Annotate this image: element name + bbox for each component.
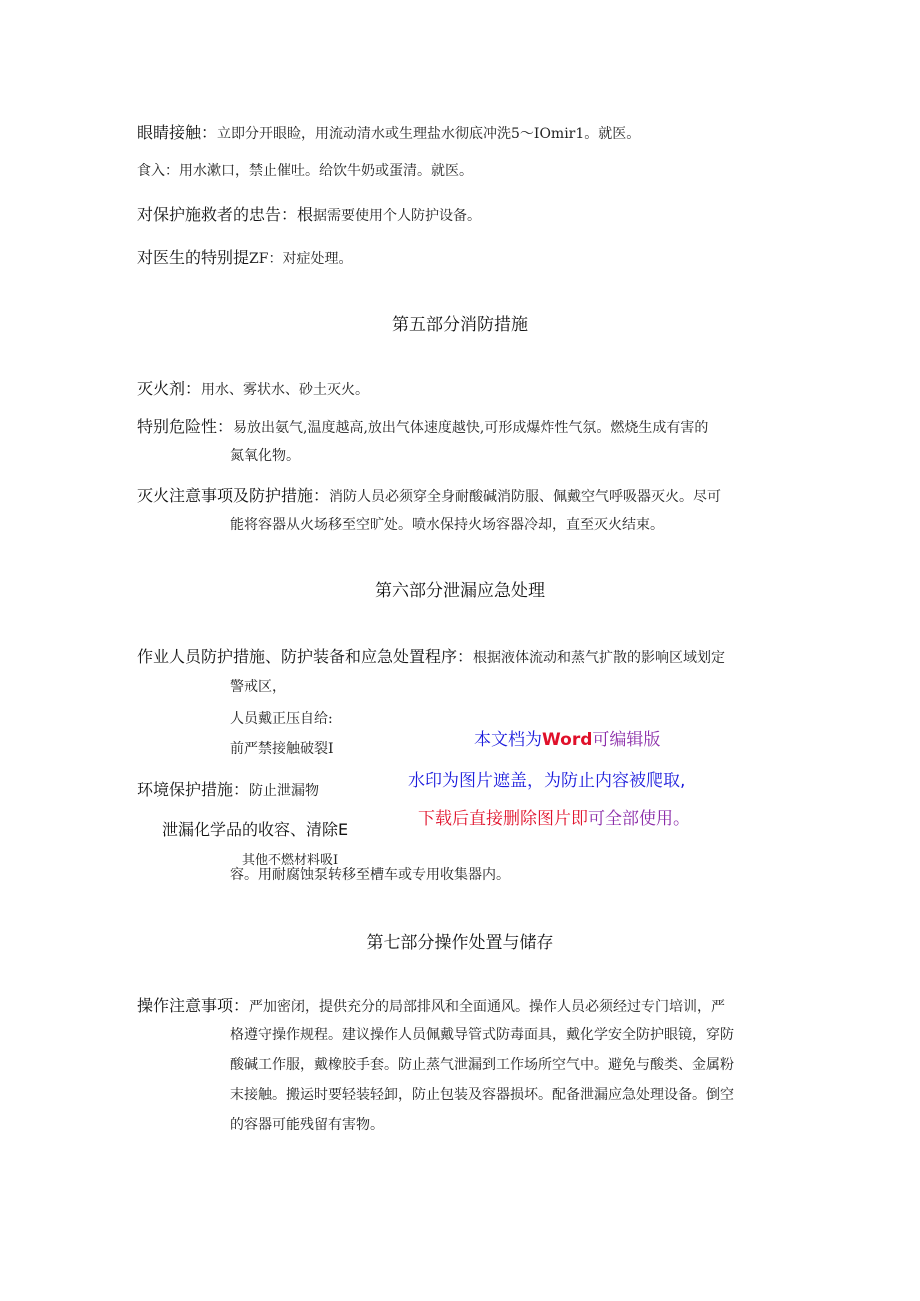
environmental-protection-text: 防止泄漏物 [249, 783, 320, 799]
doctor-note-label: 对医生的特别提 [137, 248, 250, 267]
eye-contact-label: 眼睛接触： [137, 123, 218, 142]
special-hazard-text-line1: 易放出氨气,温度越高,放出气体速度越快,可形成爆炸性气氛。燃烧生成有害的 [233, 420, 709, 436]
watermark-line3 [418, 804, 690, 829]
extinguishing-agent-row [137, 376, 369, 399]
section5-title: 第五部分消防措施 [392, 315, 528, 335]
handling-precautions-text-line5: 的容器可能残留有害物。 [230, 1117, 384, 1133]
handling-precautions-text-line3: 酸碱工作服，戴橡胶手套。防止蒸气泄漏到工作场所空气中。避免与酸类、金属粉 [230, 1057, 734, 1073]
eye-contact-row [137, 120, 640, 143]
personnel-protection-label: 作业人员防护措施、防护装备和应急处置程序： [137, 647, 474, 666]
watermark-line3-a: 下载后直接删除图片即 [418, 809, 588, 829]
doctor-note-text: ZF：对症处理。 [249, 251, 353, 267]
personnel-protection-text-line3: 人员戴正压自给: [230, 711, 333, 727]
extinguishing-agent-text: 用水、雾状水、砂土灭火。 [201, 382, 370, 398]
watermark-word: Word [542, 730, 593, 750]
handling-precautions-row [137, 993, 725, 1016]
extinguishing-agent-label: 灭火剂： [137, 379, 202, 398]
watermark-line1 [474, 725, 660, 750]
rescuer-advice-row [137, 202, 481, 225]
special-hazard-row [137, 414, 708, 437]
environmental-protection-label: 环境保护措施： [137, 780, 250, 799]
rescuer-advice-text: 据需要使用个人防护设备。 [313, 208, 482, 224]
personnel-protection-text-line4: 前严禁接触破裂I [230, 741, 334, 757]
watermark-line2: 水印为图片遮盖，为防止内容被爬取, [408, 771, 686, 791]
ingestion-text: 食入：用水漱口，禁止催吐。给饮牛奶或蛋清。就医。 [137, 163, 473, 179]
firefighting-precaution-text-line1: 消防人员必须穿全身耐酸碱消防服、佩戴空气呼吸器灭火。尽可 [329, 489, 722, 505]
section6-title: 第六部分泄漏应急处理 [375, 581, 545, 601]
special-hazard-text-line2: 氮氧化物。 [230, 448, 300, 464]
watermark-line3-b: 可全部使用。 [588, 809, 690, 829]
handling-precautions-text-line2: 格遵守操作规程。建议操作人员佩戴导管式防毒面具，戴化学安全防护眼镜，穿防 [230, 1027, 734, 1043]
rescuer-advice-label: 对保护施救者的忠告：根 [137, 205, 314, 224]
personnel-protection-row [137, 644, 725, 667]
watermark-line1-a: 本文档为 [474, 730, 542, 750]
handling-precautions-text-line1: 严加密闭，提供充分的局部排风和全面通风。操作人员必须经过专门培训，严 [249, 999, 726, 1015]
firefighting-precaution-text-line2: 能将容器从火场移至空旷处。喷水保持火场容器冷却，直至灭火结束。 [230, 517, 664, 533]
eye-contact-text: 立即分开眼睑，用流动清水或生理盐水彻底冲洗5～IOmir1。就医。 [217, 126, 641, 142]
firefighting-precaution-label: 灭火注意事项及防护措施： [137, 486, 330, 505]
watermark-line1-c: 可编辑版 [592, 730, 661, 750]
spill-cleanup-text-line2: 容。用耐腐蚀泵转移至槽车或专用收集器内。 [230, 867, 510, 883]
personnel-protection-text-line2: 警戒区， [230, 679, 286, 695]
handling-precautions-text-line4: 末接触。搬运时要轻装轻卸，防止包装及容器损坏。配备泄漏应急处理设备。倒空 [230, 1087, 734, 1103]
section7-title: 第七部分操作处置与储存 [366, 933, 554, 953]
handling-precautions-label: 操作注意事项： [137, 996, 250, 1015]
firefighting-precaution-row [137, 483, 721, 506]
environmental-protection-row [137, 777, 319, 800]
spill-cleanup-label: 泄漏化学品的收容、清除E [162, 820, 349, 839]
personnel-protection-text-line1: 根据液体流动和蒸气扩散的影响区域划定 [473, 650, 726, 666]
spill-cleanup-text-line1: 其他不燃材料吸I [242, 853, 339, 868]
special-hazard-label: 特别危险性： [137, 417, 234, 436]
doctor-note-row [137, 245, 352, 268]
